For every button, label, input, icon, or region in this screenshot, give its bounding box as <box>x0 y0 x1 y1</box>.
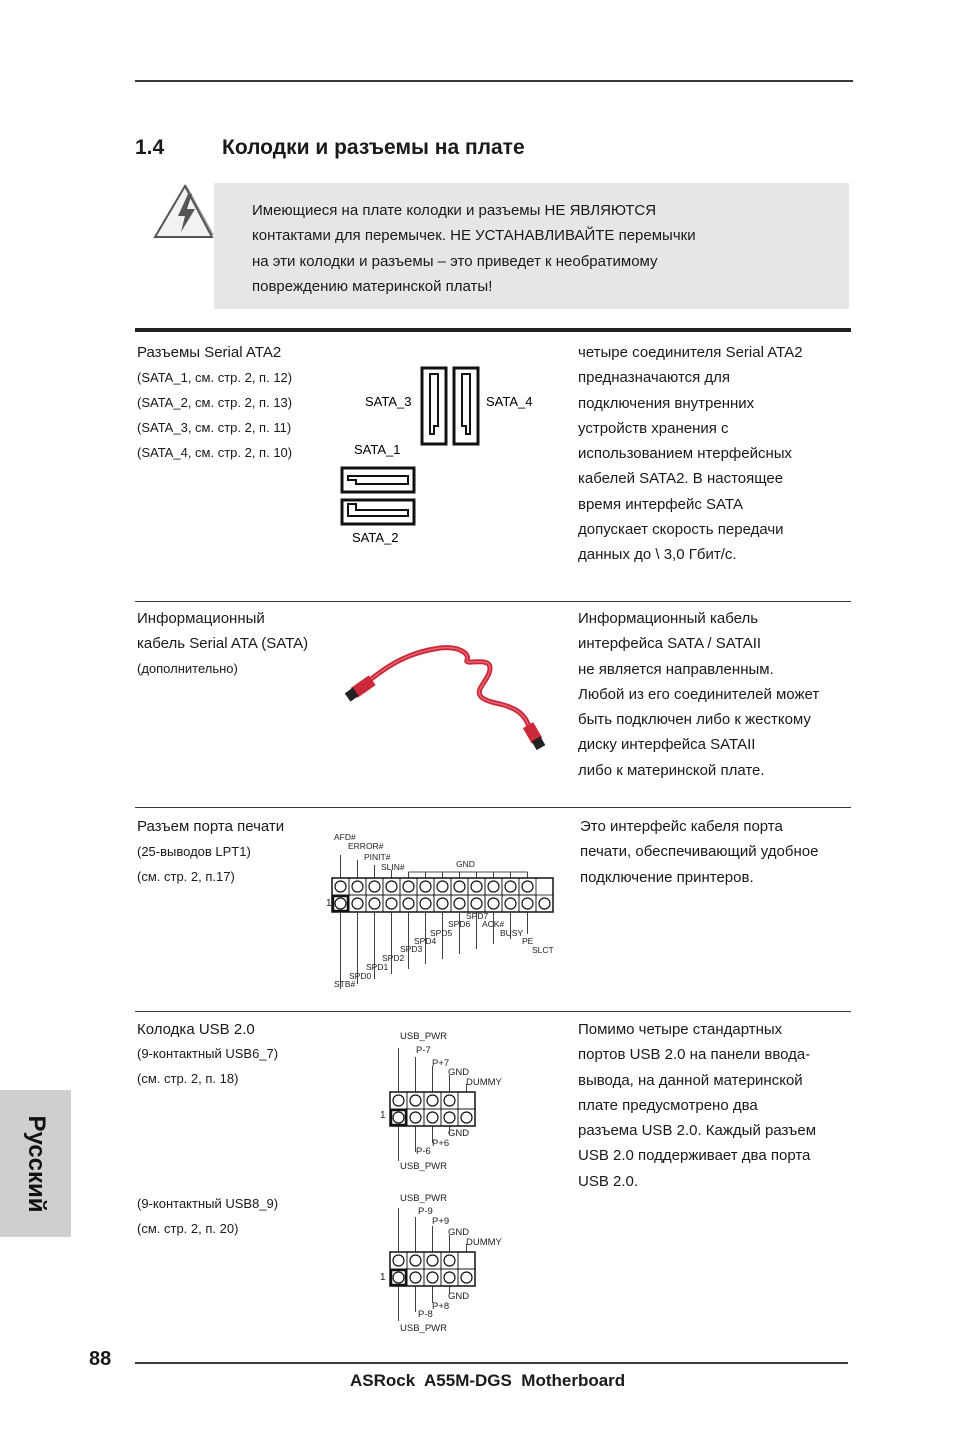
section-rule <box>135 807 851 808</box>
usb-desc-line: плате предусмотрено два <box>578 1096 758 1114</box>
section-title: Колодки и разъемы на плате <box>222 136 525 159</box>
pin-hole <box>386 881 397 892</box>
pin-label: USB_PWR <box>400 1193 447 1204</box>
sata-desc-line: использованием нтерфейсных <box>578 445 793 463</box>
pin-hole <box>461 1272 472 1283</box>
footer-model: ASRock A55M-DGS Motherboard <box>350 1371 626 1390</box>
pin-hole <box>420 898 431 909</box>
warning-line: на эти колодки и разъемы – это приведет к необратимому <box>252 252 658 270</box>
printer-ref: (см. стр. 2, п.17) <box>137 869 235 884</box>
pin-hole <box>410 1272 421 1283</box>
pin-hole <box>393 1095 404 1106</box>
pin-hole <box>403 881 414 892</box>
section-number: 1.4 <box>135 136 165 159</box>
pin-label: DUMMY <box>466 1077 502 1088</box>
sata-ref: (SATA_2, см. стр. 2, п. 13) <box>137 395 293 410</box>
printer-ref: (25-выводов LPT1) <box>137 844 251 859</box>
usb-ref: (9-контактный USB6_7) <box>137 1046 279 1061</box>
sata-ref: (SATA_4, см. стр. 2, п. 10) <box>137 445 293 460</box>
pin-label: GND <box>448 1067 470 1078</box>
sata-title: Разъемы Serial ATA2 <box>137 344 282 361</box>
pin-hole <box>437 898 448 909</box>
usb-desc-line: USB 2.0. <box>578 1172 639 1190</box>
sata4-label: SATA_4 <box>486 394 533 409</box>
pin-label: P-9 <box>418 1206 433 1217</box>
pin-one-marker: 1 <box>380 1110 386 1121</box>
sata-cable-image <box>340 634 560 754</box>
sata-desc-line: предназначаются для <box>578 369 731 387</box>
pin-label: SPD1 <box>366 962 389 972</box>
usb-title: Колодка USB 2.0 <box>137 1021 255 1038</box>
pin-label: SPD0 <box>349 971 372 981</box>
cable-desc-line: быть подключен либо к жесткому <box>578 711 811 729</box>
pin-label: PE <box>522 936 534 946</box>
pin-hole <box>539 898 550 909</box>
section-rule <box>135 601 851 602</box>
pin-hole <box>454 898 465 909</box>
warning-line: контактами для перемычек. НЕ УСТАНАВЛИВАЙТЕ перемычки <box>252 227 696 245</box>
pin-label: STB# <box>334 979 356 989</box>
pin-label: ACK# <box>482 919 505 929</box>
pin-one-marker: 1 <box>326 898 332 909</box>
cable-desc-line: Информационный кабель <box>578 610 759 627</box>
section-rule <box>135 1011 851 1012</box>
pin-hole <box>403 898 414 909</box>
sata-desc-line: четыре соединителя Serial ATA2 <box>578 344 803 361</box>
usb-desc-line: портов USB 2.0 на панели ввода- <box>578 1046 811 1064</box>
pin-label: AFD# <box>334 832 356 842</box>
cable-desc-line: либо к материнской плате. <box>578 761 765 779</box>
pin-hole <box>369 881 380 892</box>
pin-hole <box>437 881 448 892</box>
footer-rule <box>135 1362 848 1364</box>
pin-label: SLCT <box>532 945 554 955</box>
pin-hole <box>461 1112 472 1123</box>
sata-ref: (SATA_1, см. стр. 2, п. 12) <box>137 370 293 385</box>
pin-hole <box>488 898 499 909</box>
cable-desc-line: интерфейса SATA / SATAII <box>578 635 762 653</box>
top-rule <box>135 80 853 82</box>
pin-label: GND <box>448 1291 470 1302</box>
pin-hole <box>352 881 363 892</box>
sata-ref: (SATA_3, см. стр. 2, п. 11) <box>137 420 292 435</box>
pin-hole <box>471 881 482 892</box>
pin-hole <box>505 898 516 909</box>
pin-hole <box>444 1112 455 1123</box>
pin-hole <box>393 1112 404 1123</box>
sata-desc-line: допускает скорость передачи <box>578 521 784 539</box>
pin-label: P-6 <box>416 1146 431 1157</box>
cable-desc-line: диску интерфейса SATAII <box>578 736 756 754</box>
pin-label: GND <box>448 1128 470 1139</box>
sata3-label: SATA_3 <box>365 394 412 409</box>
pin-hole <box>444 1095 455 1106</box>
pin-label: SPD7 <box>466 911 489 921</box>
language-tab <box>0 1090 71 1237</box>
sata1-connector <box>342 468 414 492</box>
printer-desc-line: Это интерфейс кабеля порта <box>580 818 783 835</box>
cable-title: Информационный <box>137 610 265 627</box>
pin-hole <box>522 881 533 892</box>
usb-header-diagram <box>370 1028 520 1176</box>
pin-hole <box>427 1112 438 1123</box>
usb-ref: (9-контактный USB8_9) <box>137 1196 279 1211</box>
printer-desc-line: печати, обеспечивающий удобное <box>580 843 819 861</box>
pin-label: BUSY <box>500 928 524 938</box>
cable-note: (дополнительно) <box>137 661 238 676</box>
pin-hole <box>427 1255 438 1266</box>
usb-desc-line: вывода, на данной материнской <box>578 1071 803 1089</box>
pin-label: USB_PWR <box>400 1161 447 1172</box>
pin-label: P-7 <box>416 1045 431 1056</box>
pin-label: P+9 <box>432 1216 450 1227</box>
printer-desc-line: подключение принтеров. <box>580 868 754 886</box>
pin-hole <box>454 881 465 892</box>
sata-desc-line: подключения внутренних <box>578 394 755 412</box>
cable-desc-line: не является направленным. <box>578 660 774 678</box>
pin-hole <box>410 1095 421 1106</box>
pin-label: P+6 <box>432 1138 450 1149</box>
pin-label: GND <box>448 1227 470 1238</box>
lpt-header-diagram <box>320 828 570 993</box>
sata2-connector <box>342 500 414 524</box>
usb-header-diagram <box>370 1188 520 1336</box>
pin-hole <box>393 1272 404 1283</box>
pin-hole <box>386 898 397 909</box>
warning-line: Имеющиеся на плате колодки и разъемы НЕ ЯВЛЯЮТСЯ <box>252 202 657 219</box>
pin-label: P+8 <box>432 1301 450 1312</box>
pin-label: SPD4 <box>414 936 437 946</box>
sata1-label: SATA_1 <box>354 442 401 457</box>
pin-label: SPD3 <box>400 944 423 954</box>
pin-label: SPD5 <box>430 928 453 938</box>
usb-ref: (см. стр. 2, п. 18) <box>137 1071 239 1086</box>
sata2-label: SATA_2 <box>352 530 399 545</box>
pin-hole <box>488 881 499 892</box>
sata-desc-line: устройств хранения с <box>578 419 729 437</box>
pin-label: PINIT# <box>364 852 391 862</box>
sata3-connector <box>422 368 446 444</box>
pin-hole <box>335 898 346 909</box>
warning-box <box>214 183 849 309</box>
usb-desc-line: Помимо четыре стандартных <box>578 1021 783 1038</box>
pin-label: SLIN# <box>381 862 405 872</box>
sata-desc-line: данных до \ 3,0 Гбит/с. <box>578 546 737 564</box>
usb-ref: (см. стр. 2, п. 20) <box>137 1221 239 1236</box>
sata-desc-line: время интерфейс SATA <box>578 495 743 513</box>
pin-hole <box>505 881 516 892</box>
pin-label: USB_PWR <box>400 1031 447 1042</box>
pin-label: GND <box>456 859 475 869</box>
warning-line: повреждению материнской платы! <box>252 277 493 295</box>
pin-hole <box>444 1272 455 1283</box>
pin-hole <box>410 1112 421 1123</box>
warning-icon <box>150 180 220 242</box>
pin-hole <box>420 881 431 892</box>
sata-desc-line: кабелей SATA2. В настоящее <box>578 470 784 488</box>
pin-hole <box>410 1255 421 1266</box>
pin-label: SPD6 <box>448 919 471 929</box>
pin-hole <box>352 898 363 909</box>
cable-desc-line: Любой из его соединителей может <box>578 685 820 703</box>
pin-hole <box>427 1272 438 1283</box>
pin-hole <box>427 1095 438 1106</box>
pin-hole <box>369 898 380 909</box>
sata4-connector <box>454 368 478 444</box>
printer-title: Разъем порта печати <box>137 818 285 835</box>
page-number: 88 <box>89 1348 112 1370</box>
pin-label: SPD2 <box>382 953 405 963</box>
usb-desc-line: USB 2.0 поддерживает два порта <box>578 1147 811 1165</box>
cable-title: кабель Serial ATA (SATA) <box>137 635 309 653</box>
pin-hole <box>393 1255 404 1266</box>
pin-label: P+7 <box>432 1058 450 1069</box>
pin-hole <box>471 898 482 909</box>
pin-label: ERROR# <box>348 841 384 851</box>
pin-hole <box>444 1255 455 1266</box>
pin-label: USB_PWR <box>400 1323 447 1334</box>
pin-label: DUMMY <box>466 1237 502 1248</box>
sata-diagram <box>330 360 560 560</box>
usb-desc-line: разъема USB 2.0. Каждый разъем <box>578 1122 817 1140</box>
pin-hole <box>335 881 346 892</box>
pin-hole <box>522 898 533 909</box>
pin-one-marker: 1 <box>380 1272 386 1283</box>
section-rule <box>135 328 851 332</box>
pin-label: P-8 <box>418 1309 433 1320</box>
language-tab-label: Русский <box>22 1115 50 1212</box>
